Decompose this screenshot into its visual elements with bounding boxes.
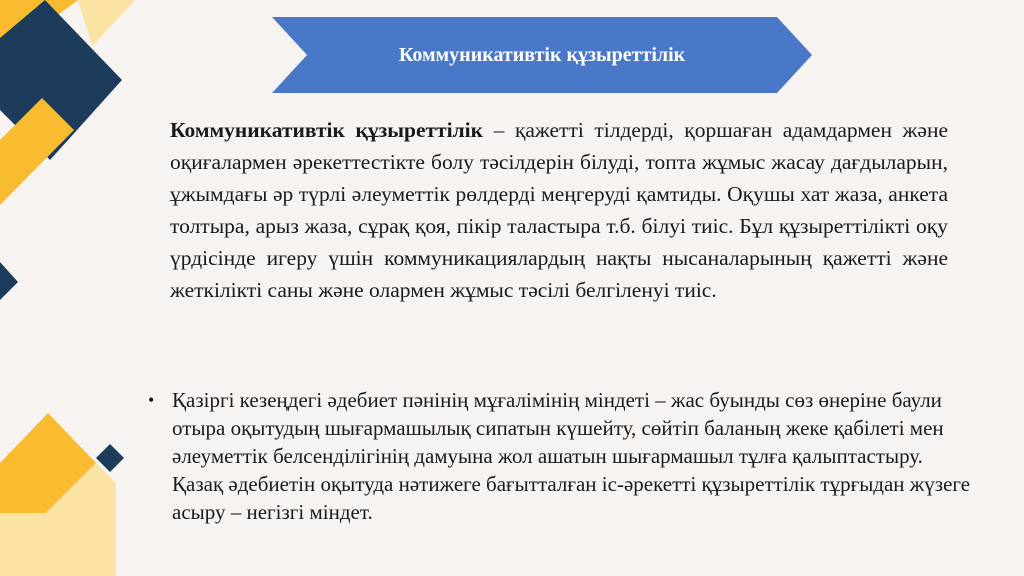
- bullet-icon: •: [148, 390, 155, 410]
- slide-title: Коммуникативтік құзыреттілік: [398, 43, 686, 66]
- navy-wedge-left: [0, 262, 18, 300]
- pale-yellow-corner: [78, 0, 135, 46]
- bullet-list-item: [148, 386, 973, 526]
- definition-term: Коммуникативтік құзыреттілік: [170, 118, 484, 142]
- definition-paragraph: [170, 114, 948, 306]
- bullet-text: Қазіргі кезеңдегі әдебиет пәнінің мұғалімінің міндеті – жас буынды сөз өнеріне баули отыра оқытудың шығармашылық сипатын күшейту, сөйтіп баланың жеке қабілеті мен әлеуметтік белсенділігінің дамуына жол ашатын шығармашыл тұлға қалыптастыру. Қазақ әдебиетін оқытуда нәтижеге бағытталған іс-әрекетті құзыреттілік тұрғыдан жүзеге асыру – негізгі міндет.: [172, 388, 971, 524]
- definition-body: – қажетті тілдерді, қоршаған адамдармен және оқиғалармен әрекеттестікте болу тәсілдерін білуді, топта жұмыс жасау дағдыларын, ұжымдағы әр түрлі әлеуметтік рөлдерді меңгеруді қамтиды. Оқушы хат жаза, анкета толтыра, арыз жаза, сұрақ қоя, пікір таластыра т.б. білуі тиіс. Бұл құзыреттілікті оқу үрдісінде игеру үшін коммуникациялардың нақты нысаналарының қажетті және жеткілікті саны және олармен жұмыс тәсілі белгіленуі тиіс.: [170, 118, 949, 302]
- title-banner: [272, 17, 812, 93]
